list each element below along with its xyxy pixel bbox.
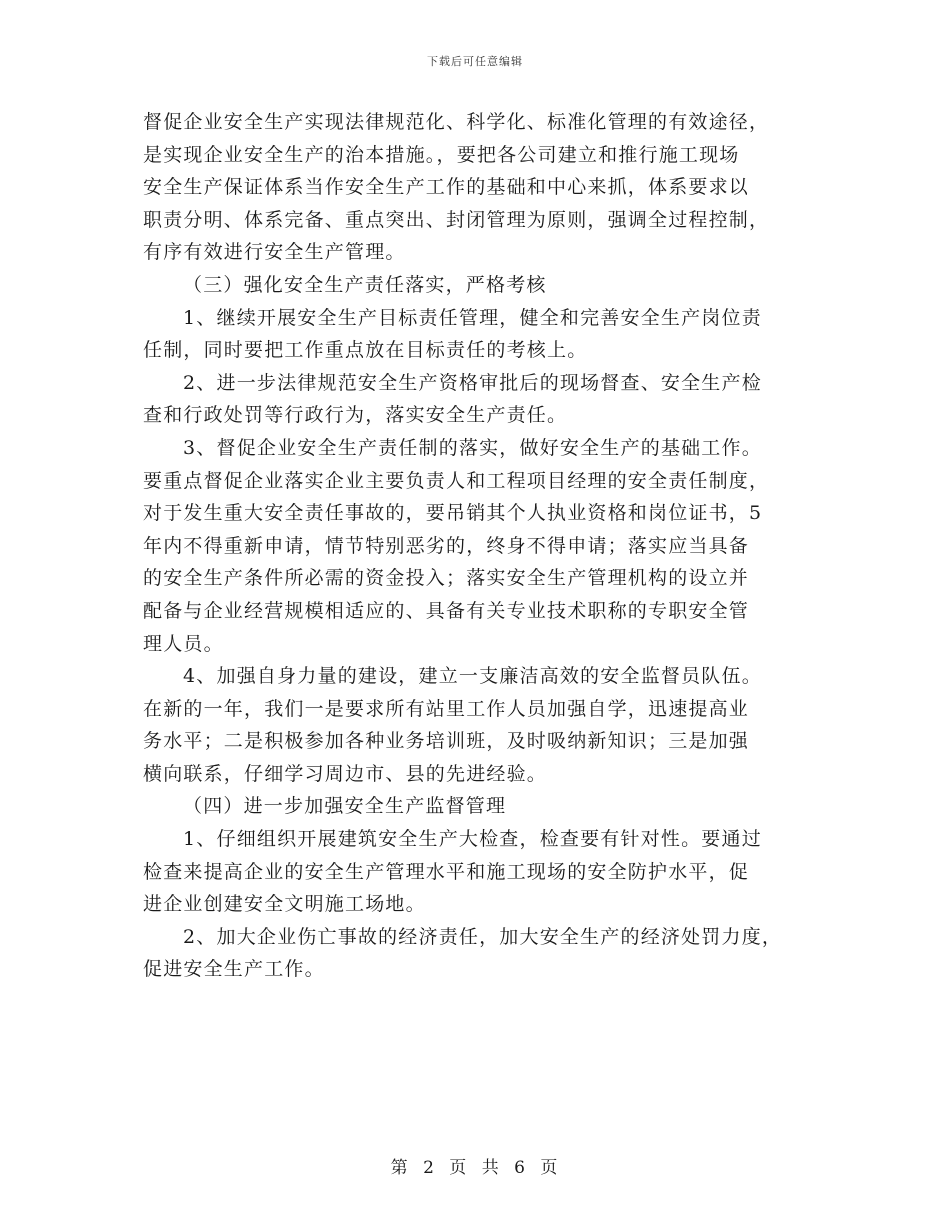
text-line: 横向联系，仔细学习周边市、县的先进经验。 — [143, 762, 548, 785]
text-line: 3、督促企业安全生产责任制的落实，做好安全生产的基础工作。 — [183, 436, 762, 459]
text-line: 务水平；二是积极参加各种业务培训班，及时吸纳新知识；三是加强 — [143, 730, 750, 753]
text-line: 配备与企业经营规模相适应的、具备有关专业技术职称的专职安全管 — [143, 599, 750, 622]
text-line: 促进安全生产工作。 — [143, 958, 325, 981]
text-line: 在新的一年，我们一是要求所有站里工作人员加强自学，迅速提高业 — [143, 697, 750, 720]
text-line: 进企业创建安全文明施工场地。 — [143, 893, 426, 916]
text-line: 督促企业安全生产实现法律规范化、科学化、标准化管理的有效途径， — [143, 111, 770, 133]
text-line: 安全生产保证体系当作安全生产工作的基础和中心来抓，体系要求以 — [143, 176, 750, 199]
text-line: 1、继续开展安全生产目标责任管理，健全和完善安全生产岗位责 — [183, 306, 762, 329]
header-note: 下载后可任意编辑 — [427, 55, 523, 68]
text-line: 要重点督促企业落实企业主要负责人和工程项目经理的安全责任制度， — [143, 469, 770, 492]
text-line: 年内不得重新申请，情节特别恶劣的，终身不得申请；落实应当具备 — [143, 534, 750, 557]
text-line: 4、加强自身力量的建设，建立一支廉洁高效的安全监督员队伍。 — [183, 665, 762, 688]
text-line: 职责分明、体系完备、重点突出、封闭管理为原则，强调全过程控制， — [143, 208, 770, 231]
text-line: 查和行政处罚等行政行为，落实安全生产责任。 — [143, 404, 568, 427]
text-line: 有序有效进行安全生产管理。 — [143, 241, 406, 264]
text-line: 理人员。 — [143, 632, 224, 655]
section-heading: （四）进一步加强安全生产监督管理 — [183, 795, 507, 818]
text-line: 2、进一步法律规范安全生产资格审批后的现场督查、安全生产检 — [183, 371, 762, 394]
text-line: 对于发生重大安全责任事故的，要吊销其个人执业资格和岗位证书，5 — [143, 502, 763, 525]
text-line: 的安全生产条件所必需的资金投入；落实安全生产管理机构的设立并 — [143, 567, 750, 590]
text-line: 2、加大企业伤亡事故的经济责任，加大安全生产的经济处罚力度， — [183, 925, 783, 948]
section-heading: （三）强化安全生产责任落实，严格考核 — [183, 273, 547, 296]
text-line: 任制，同时要把工作重点放在目标责任的考核上。 — [143, 339, 588, 362]
page-number: 第 2 页 共 6 页 — [390, 1158, 560, 1178]
text-line: 是实现企业安全生产的治本措施。，要把各公司建立和推行施工现场 — [143, 143, 740, 166]
body-text — [143, 106, 823, 986]
text-line: 1、仔细组织开展建筑安全生产大检查，检查要有针对性。要通过 — [183, 828, 762, 851]
text-line: 检查来提高企业的安全生产管理水平和施工现场的安全防护水平，促 — [143, 860, 750, 883]
